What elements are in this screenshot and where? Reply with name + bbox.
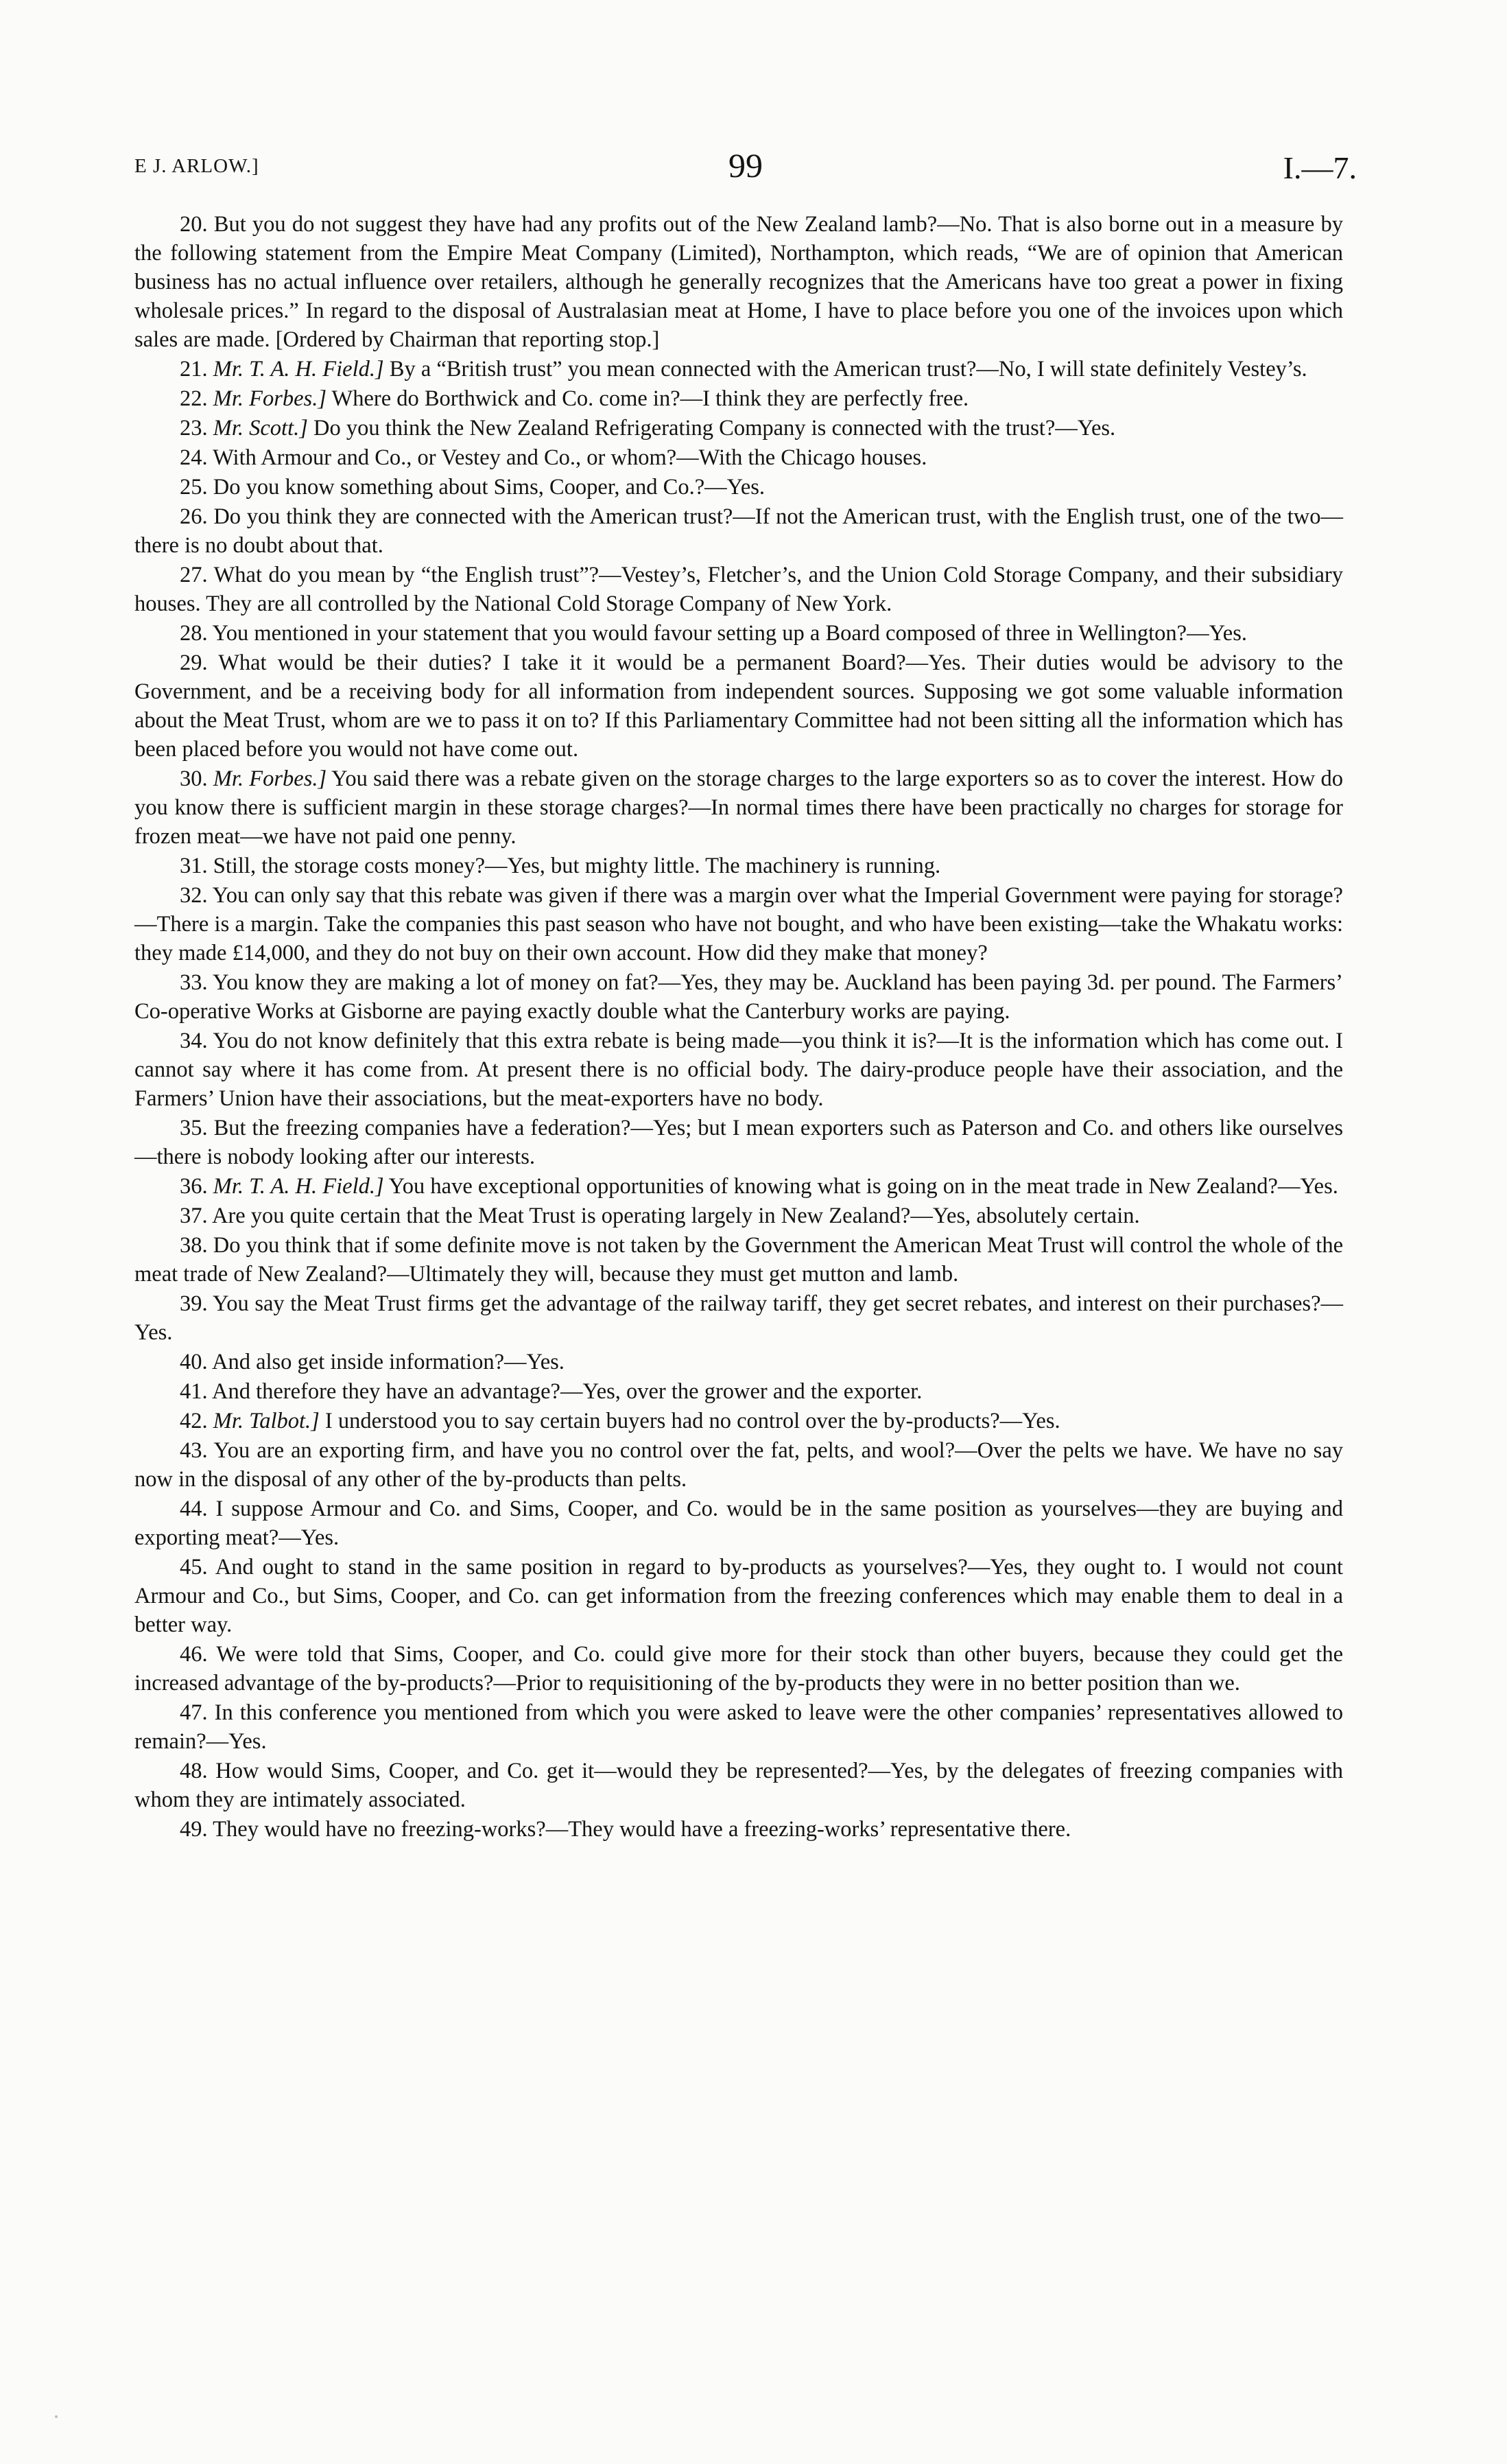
question-number: 45. [180,1555,208,1580]
speaker: Mr. T. A. H. Field.] [213,1174,384,1199]
paragraph [134,1201,1343,1230]
paragraph-text: Do you think that if some definite move is not taken by the Government the American Meat Trust will control the whole of the meat trade of New Zealand?—Ultimately they will, because they must get mutton and lamb. [134,1233,1344,1287]
paragraph [134,1436,1343,1494]
speaker: Mr. Scott.] [213,416,308,441]
speaker: Mr. Talbot.] [213,1409,320,1433]
paragraph [134,1231,1343,1289]
page-number: 99 [728,146,763,185]
question-number: 42. [180,1409,208,1433]
paragraph [134,968,1343,1026]
paragraph-text: Do you think they are connected with the American trust?—If not the American trust, with the English trust, one of the two—there is no doubt about that. [134,504,1343,558]
paragraph-text: You know they are making a lot of money on fat?—Yes, they may be. Auckland has been paying 3d. per pound. The Farmers’ Co-operative Works at Gisborne are paying exactly double what the Canterbury works are paying. [134,970,1343,1024]
paragraph [134,1114,1343,1171]
paragraph-text: You can only say that this rebate was given if there was a margin over what the Imperial Government were paying for storage?—There is a margin. Take the companies this past season who have not bought, and who have been existing—take the Whakatu works: they made £14,000, and they do not buy on their own account. How did they make that money? [134,883,1343,965]
paragraph [134,384,1343,413]
paragraph [134,210,1343,354]
speaker: Mr. T. A. H. Field.] [213,357,384,382]
paragraph-text: What would be their duties? I take it it would be a permanent Board?—Yes. Their duties would be advisory to the Government, and be a receiving body for all information from independent sources. Supposing we got some valuable information about the Meat Trust, whom are we to pass it on to? If this Parliamentary Committee had not been sitting all the information which has been placed before you would not have come out. [134,650,1343,762]
paragraph-text: You have exceptional opportunities of knowing what is going on in the meat trade in New Zealand?—Yes. [388,1174,1338,1199]
paragraph [134,1553,1343,1639]
question-number: 44. [180,1497,208,1521]
question-number: 35. [180,1116,208,1140]
paragraph [134,1172,1343,1201]
question-number: 48. [180,1759,208,1783]
paragraph [134,1289,1343,1347]
paragraph-text: I suppose Armour and Co. and Sims, Cooper, and Co. would be in the same position as yourselves—they are buying and exporting meat?—Yes. [134,1497,1343,1550]
paragraph [134,1815,1343,1844]
paragraph [134,1640,1343,1698]
paragraph [134,1026,1343,1113]
question-number: 47. [180,1700,208,1725]
paragraph-text: You mentioned in your statement that you would favour setting up a Board composed of three in Wellington?—Yes. [212,621,1247,646]
page-speck [55,2415,58,2418]
paragraph-text: You said there was a rebate given on the storage charges to the large exporters so as to cover the interest. How do you know there is sufficient margin in these storage charges?—In normal times there have been practically no charges for storage for frozen meat—we have not paid one penny. [134,766,1344,849]
header-paper-ref: I.—7. [1283,150,1357,185]
question-number: 24. [180,445,208,470]
question-number: 20. [180,212,208,237]
header-witness: E J. ARLOW.] [134,155,259,177]
question-number: 38. [180,1233,208,1258]
paragraph-text: By a “British trust” you mean connected with the American trust?—No, I will state definitely Vestey’s. [389,357,1307,382]
paragraph [134,648,1343,764]
question-number: 34. [180,1029,208,1053]
paragraph [134,852,1343,880]
paragraph [134,1757,1343,1814]
question-number: 40. [180,1350,208,1374]
paragraph-text: Where do Borthwick and Co. come in?—I think they are perfectly free. [331,386,969,411]
paragraph-text: You say the Meat Trust firms get the advantage of the railway tariff, they get secret rebates, and interest on their purchases?—Yes. [134,1291,1343,1345]
paragraph-text: How would Sims, Cooper, and Co. get it—would they be represented?—Yes, by the delegates of freezing companies with whom they are intimately associated. [134,1759,1343,1812]
paragraph-text: Still, the storage costs money?—Yes, but mighty little. The machinery is running. [213,854,941,878]
paragraph-text: But you do not suggest they have had any profits out of the New Zealand lamb?—No. That is also borne out in a measure by the following statement from the Empire Meat Company (Limited), Northampton, which reads, “We are of opinion that American business has no actual influence over retailers, although he generally recognizes that the Americans have too great a power in fixing wholesale prices.” In regard to the disposal of Australasian meat at Home, I have to place before you one of the invoices upon which sales are made. [Ordered by Chairman that reporting stop.] [134,212,1344,352]
question-number: 36. [180,1174,208,1199]
paragraph [134,1377,1343,1406]
question-number: 31. [180,854,208,878]
paragraph-text: You are an exporting firm, and have you no control over the fat, pelts, and wool?—Over the pelts we have. We have no say now in the disposal of any other of the by-products than pelts. [134,1438,1343,1492]
paragraph [134,764,1343,851]
question-number: 28. [180,621,208,646]
question-number: 46. [180,1642,208,1667]
question-number: 37. [180,1204,208,1228]
paragraph [134,414,1343,443]
question-number: 41. [180,1379,208,1404]
paragraph-text: In this conference you mentioned from which you were asked to leave were the other companies’ representatives allowed to remain?—Yes. [134,1700,1343,1754]
paragraph [134,619,1343,648]
paragraph [134,443,1343,472]
question-number: 32. [180,883,208,908]
paragraph [134,1348,1343,1376]
question-number: 49. [180,1817,208,1842]
paragraph-text: But the freezing companies have a federation?—Yes; but I mean exporters such as Paterson and Co. and others like ourselves—there is nobody looking after our interests. [134,1116,1343,1169]
question-number: 33. [180,970,208,995]
paragraph-text: And ought to stand in the same position in regard to by-products as yourselves?—Yes, they ought to. I would not count Armour and Co., but Sims, Cooper, and Co. can get information from the freezing conferences which may enable them to deal in a better way. [134,1555,1343,1637]
paragraph-text: Are you quite certain that the Meat Trust is operating largely in New Zealand?—Yes, absolutely certain. [211,1204,1140,1228]
paragraph-text: And also get inside information?—Yes. [211,1350,565,1374]
paragraph-text: Do you know something about Sims, Cooper, and Co.?—Yes. [213,475,766,500]
paragraph [134,502,1343,560]
paragraph-text: They would have no freezing-works?—They would have a freezing-works’ representative there. [213,1817,1071,1842]
paragraph-text: We were told that Sims, Cooper, and Co. could give more for their stock than other buyers, because they could get the increased advantage of the by-products?—Prior to requisitioning of the by-products they were in no better position than we. [134,1642,1343,1696]
paragraph [134,1494,1343,1552]
paragraph-text: You do not know definitely that this extra rebate is being made—you think it is?—It is the information which has come out. I cannot say where it has come from. At present there is no official body. The dairy-produce people have their association, and the Farmers’ Union have their associations, but the meat-exporters have no body. [134,1029,1343,1111]
question-number: 43. [180,1438,208,1463]
paragraph-text: I understood you to say certain buyers had no control over the by-products?—Yes. [324,1409,1060,1433]
speaker: Mr. Forbes.] [213,386,327,411]
paragraph-text: What do you mean by “the English trust”?—Vestey’s, Fletcher’s, and the Union Cold Storage Company, and their subsidiary houses. They are all controlled by the National Cold Storage Company of New York. [134,563,1343,616]
question-number: 21. [180,357,208,382]
page-header [134,145,1357,189]
paragraph [134,881,1343,967]
paragraph [134,355,1343,384]
speaker: Mr. Forbes.] [213,766,327,791]
paragraph-text: And therefore they have an advantage?—Yes, over the grower and the exporter. [211,1379,923,1404]
question-number: 27. [180,563,208,587]
paragraph-text: Do you think the New Zealand Refrigerating Company is connected with the trust?—Yes. [313,416,1116,441]
question-number: 25. [180,475,208,500]
document-body [134,210,1343,1844]
paragraph [134,561,1343,618]
question-number: 26. [180,504,208,529]
question-number: 30. [180,766,208,791]
paragraph [134,1407,1343,1435]
question-number: 22. [180,386,208,411]
paragraph-text: With Armour and Co., or Vestey and Co., or whom?—With the Chicago houses. [213,445,927,470]
question-number: 29. [180,650,208,675]
paragraph [134,1698,1343,1756]
question-number: 23. [180,416,208,441]
paragraph [134,473,1343,502]
question-number: 39. [180,1291,208,1316]
